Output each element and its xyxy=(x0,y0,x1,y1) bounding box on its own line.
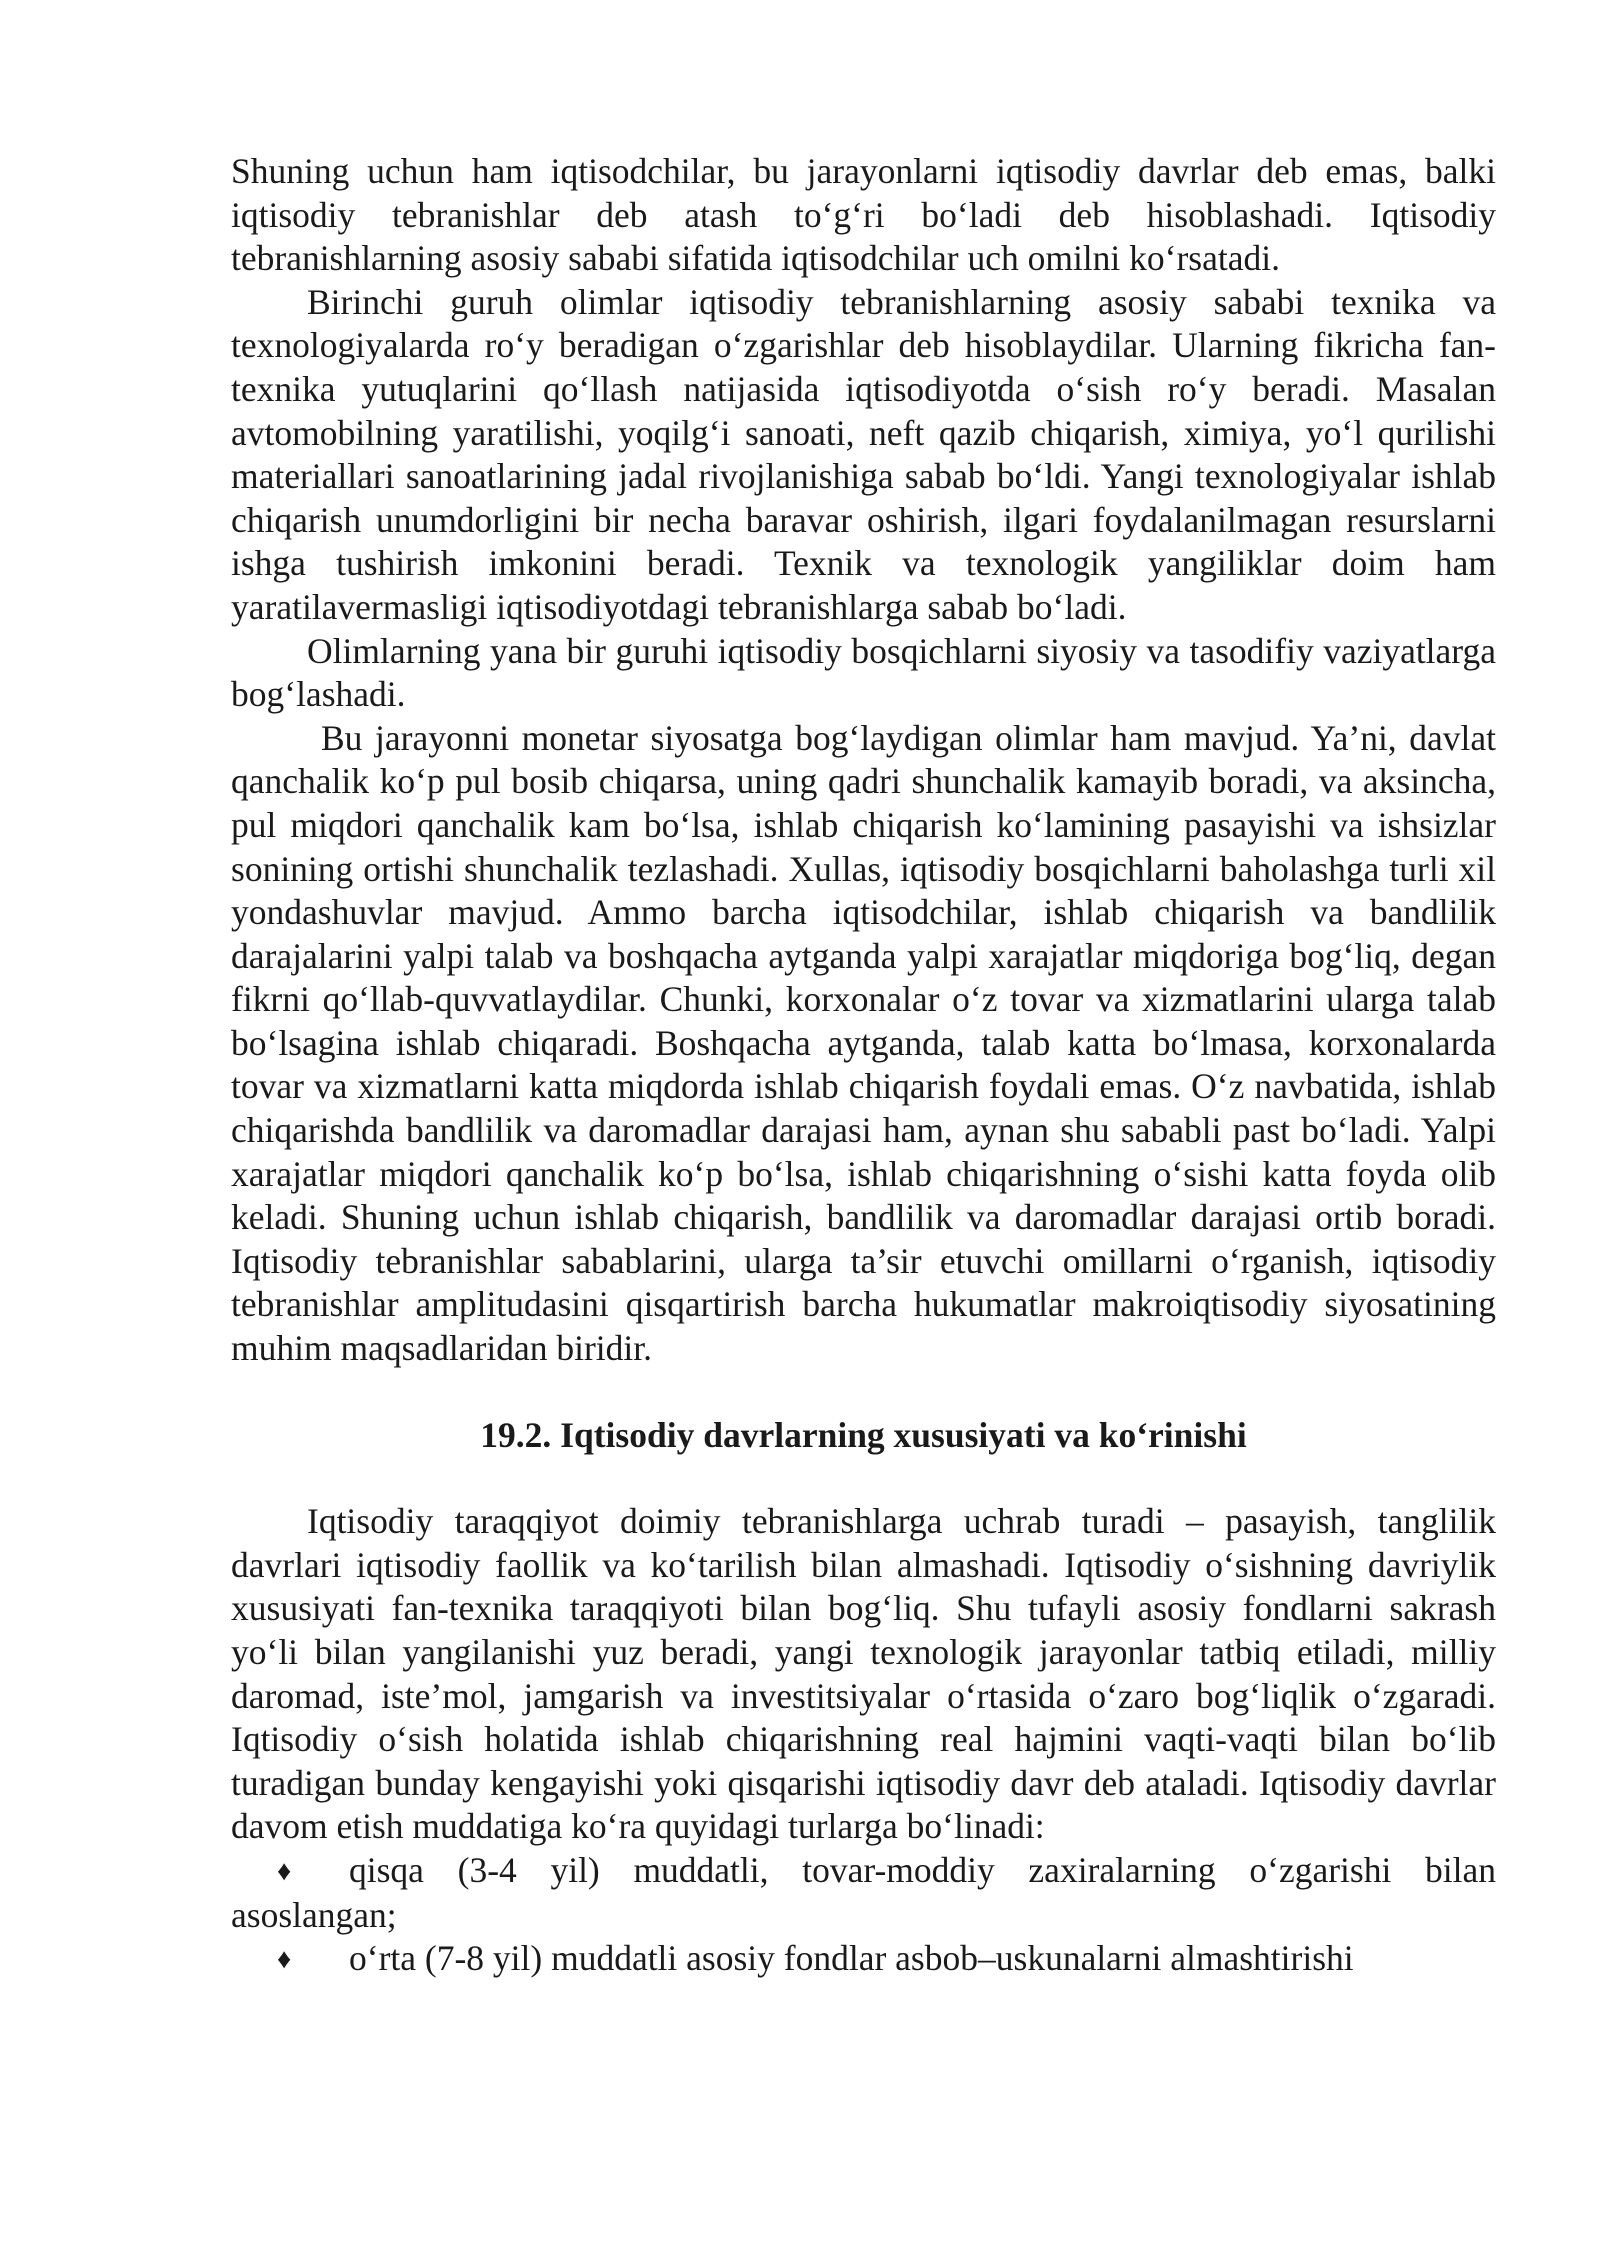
section-heading: 19.2. Iqtisodiy davrlarning xususiyati va ko‘rinishi xyxy=(480,1414,1247,1455)
diamond-bullet-icon: ♦ xyxy=(277,1944,292,1976)
list-item xyxy=(231,1937,1496,1982)
list-item-text: qisqa (3-4 yil) muddatli, tovar-moddiy zaxiralarning o‘zgarishi bilan asoslangan; xyxy=(231,1849,1496,1935)
paragraph-intro: Shuning uchun ham iqtisodchilar, bu jarayonlarni iqtisodiy davrlar deb emas, balki iqtisodiy tebranishlar deb atash to‘g‘ri bo‘ladi deb hisoblashadi. Iqtisodiy tebranishlarning asosiy sababi sifatida iqtisodchilar uch omilni ko‘rsatadi. xyxy=(231,151,1496,279)
paragraph-political-cause: Olimlarning yana bir guruhi iqtisodiy bosqichlarni siyosiy va tasodifiy vaziyatlarga bog‘lashadi. xyxy=(231,630,1496,715)
paragraph-technology-cause: Birinchi guruh olimlar iqtisodiy tebranishlarning asosiy sababi texnika va texnologiyalarda ro‘y beradigan o‘zgarishlar deb hisoblaydilar. Ularning fikricha fan-texnika yutuqlarini qo‘llash natijasida iqtisodiyotda o‘sish ro‘y beradi. Masalan avtomobilning yaratilishi, yoqilg‘i sanoati, neft qazib chiqarish, ximiya, yo‘l qurilishi materiallari sanoatlarining jadal rivojlanishiga sabab bo‘ldi. Yangi texnologiyalar ishlab chiqarish unumdorligini bir necha baravar oshirish, ilgari foydalanilmagan resurslarni ishga tushirish imkonini beradi. Texnik va texnologik yangiliklar doim ham yaratilavermasligi iqtisodiyotdagi tebranishlarga sabab bo‘ladi. xyxy=(231,281,1496,627)
list-item-text: o‘rta (7-8 yil) muddatli asosiy fondlar asbob–uskunalarni almashtirishi xyxy=(349,1938,1354,1979)
paragraph-monetary-cause: Bu jarayonni monetar siyosatga bog‘laydigan olimlar ham mavjud. Ya’ni, davlat qanchalik ko‘p pul bosib chiqarsa, uning qadri shunchalik kamayib boradi, va aksincha, pul miqdori qanchalik kam bo‘lsa, ishlab chiqarish ko‘lamining pasayishi va ishsizlar sonining ortishi shunchalik tezlashadi. Xullas, iqtisodiy bosqichlarni baholashga turli xil yondashuvlar mavjud. Ammo barcha iqtisodchilar, ishlab chiqarish va bandlilik darajalarini yalpi talab va boshqacha aytganda yalpi xarajatlar miqdoriga bog‘liq, degan fikrni qo‘llab-quvvatlaydilar. Chunki, korxonalar o‘z tovar va xizmatlarini ularga talab bo‘lsagina ishlab chiqaradi. Boshqacha aytganda, talab katta bo‘lmasa, korxonalarda tovar va xizmatlarni katta miqdorda ishlab chiqarish foydali emas. O‘z navbatida, ishlab chiqarishda bandlilik va daromadlar darajasi ham, aynan shu sababli past bo‘ladi. Yalpi xarajatlar miqdori qanchalik ko‘p bo‘lsa, ishlab chiqarishning o‘sishi katta foyda olib keladi. Shuning uchun ishlab chiqarish, bandlilik va daromadlar darajasi ortib boradi. Iqtisodiy tebranishlar sabablarini, ularga ta’sir etuvchi omillarni o‘rganish, iqtisodiy tebranishlar amplitudasini qisqartirish barcha hukumatlar makroiqtisodiy siyosatining muhim maqsadlaridan biridir. xyxy=(231,717,1496,1369)
document-page xyxy=(231,150,1496,1982)
diamond-bullet-icon: ♦ xyxy=(277,1855,292,1887)
paragraph-section-intro: Iqtisodiy taraqqiyot doimiy tebranishlarga uchrab turadi – pasayish, tanglilik davrlari iqtisodiy faollik va ko‘tarilish bilan almashadi. Iqtisodiy o‘sishning davriylik xususiyati fan-texnika taraqqiyoti bilan bog‘liq. Shu tufayli asosiy fondlarni sakrash yo‘li bilan yangilanishi yuz beradi, yangi texnologik jarayonlar tatbiq etiladi, milliy daromad, iste’mol, jamgarish va investitsiyalar o‘rtasida o‘zaro bog‘liqlik o‘zgaradi. Iqtisodiy o‘sish holatida ishlab chiqarishning real hajmini vaqti-vaqti bilan bo‘lib turadigan bunday kengayishi yoki qisqarishi iqtisodiy davr deb ataladi. Iqtisodiy davrlar davom etish muddatiga ko‘ra quyidagi turlarga bo‘linadi: xyxy=(231,1501,1496,1847)
list-item xyxy=(231,1849,1496,1937)
